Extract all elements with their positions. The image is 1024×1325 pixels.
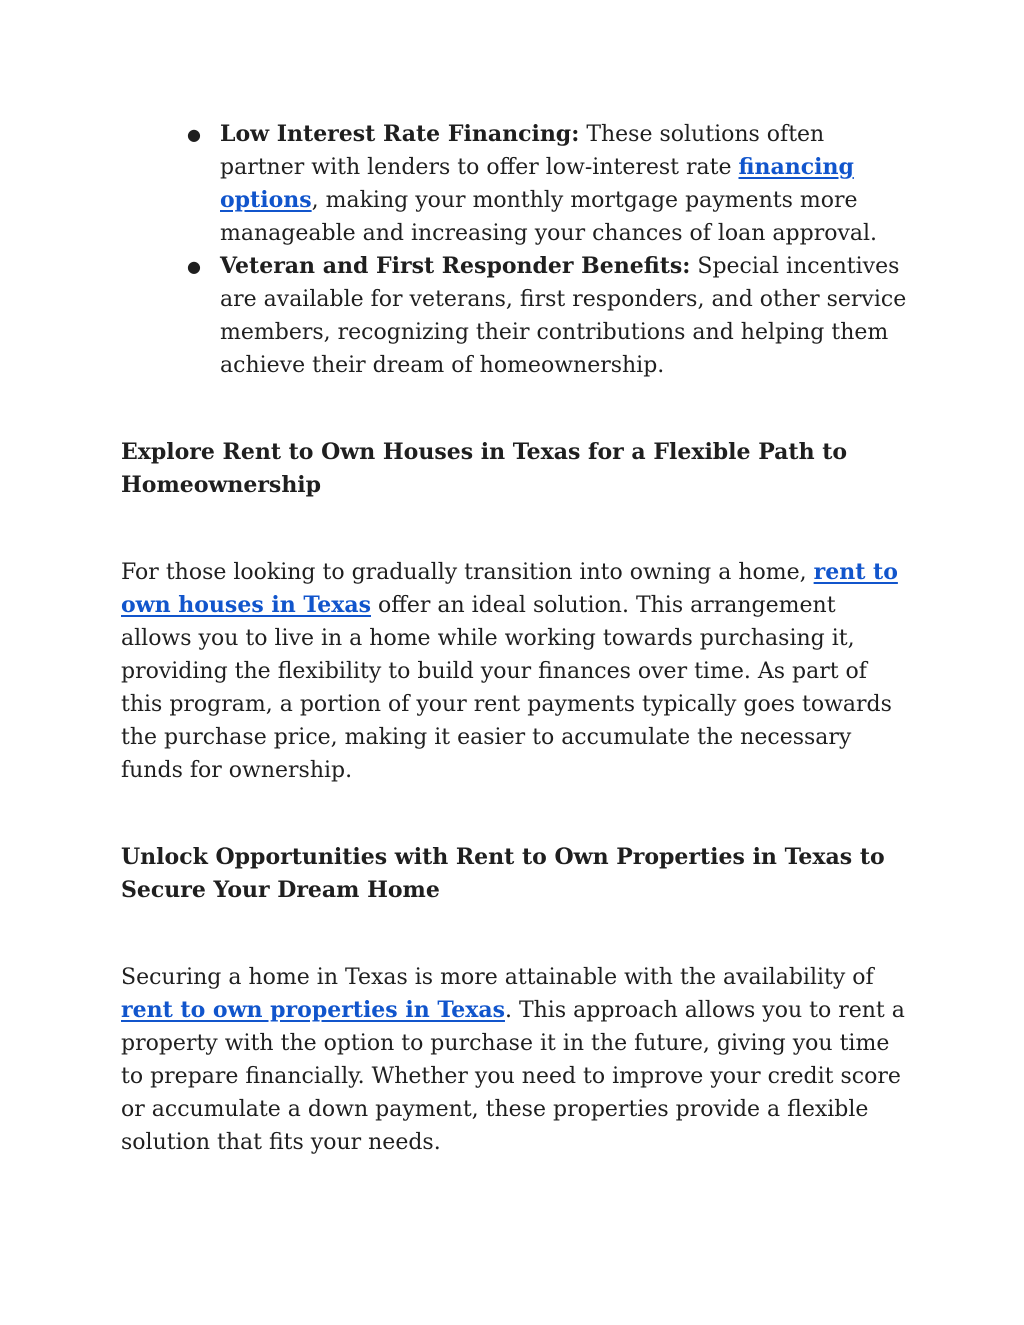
list-item-low-interest [121, 118, 911, 250]
document-page [121, 118, 911, 1159]
bullet-icon: ● [187, 125, 201, 144]
bullet-icon: ● [187, 257, 201, 276]
list-item-text: , making your monthly mortgage payments more manageable and increasing your chances of loan approval. [220, 188, 878, 246]
list-item-text: Special incentives are available for veterans, first responders, and other service members, recognizing their contributions and helping them achieve their dream of homeownership. [220, 254, 907, 378]
section-heading-rent-to-own-properties: Unlock Opportunities with Rent to Own Properties in Texas to Secure Your Dream Home [121, 844, 885, 903]
financing-options-link[interactable]: financing options [220, 154, 854, 213]
list-item-title: Veteran and First Responder Benefits: [220, 253, 691, 279]
section-paragraph-rent-to-own-properties [121, 961, 911, 1159]
section-heading-rent-to-own-houses: Explore Rent to Own Houses in Texas for a Flexible Path to Homeownership [121, 439, 848, 498]
benefits-list [121, 118, 911, 382]
list-item-text: These solutions often partner with lenders to offer low-interest rate [220, 122, 825, 180]
paragraph-text: . This approach allows you to rent a property with the option to purchase it in the future, giving you time to prepare financially. Whether you need to improve your credit score or accumulate a down payment, these properties provide a flexible solution that fits your needs. [121, 998, 905, 1155]
section-paragraph-rent-to-own-houses [121, 556, 911, 787]
list-item-title: Low Interest Rate Financing: [220, 121, 580, 147]
paragraph-text: For those looking to gradually transition into owning a home, [121, 560, 814, 585]
list-item-veteran [121, 250, 911, 382]
paragraph-text: offer an ideal solution. This arrangement allows you to live in a home while working towards purchasing it, providing the flexibility to build your finances over time. As part of this program, a portion of your rent payments typically goes towards the purchase price, making it easier to accumulate the necessary funds for ownership. [121, 593, 892, 783]
rent-to-own-properties-link[interactable]: rent to own properties in Texas [121, 997, 505, 1023]
paragraph-text: Securing a home in Texas is more attainable with the availability of [121, 965, 874, 990]
rent-to-own-houses-link[interactable]: rent to own houses in Texas [121, 559, 898, 618]
